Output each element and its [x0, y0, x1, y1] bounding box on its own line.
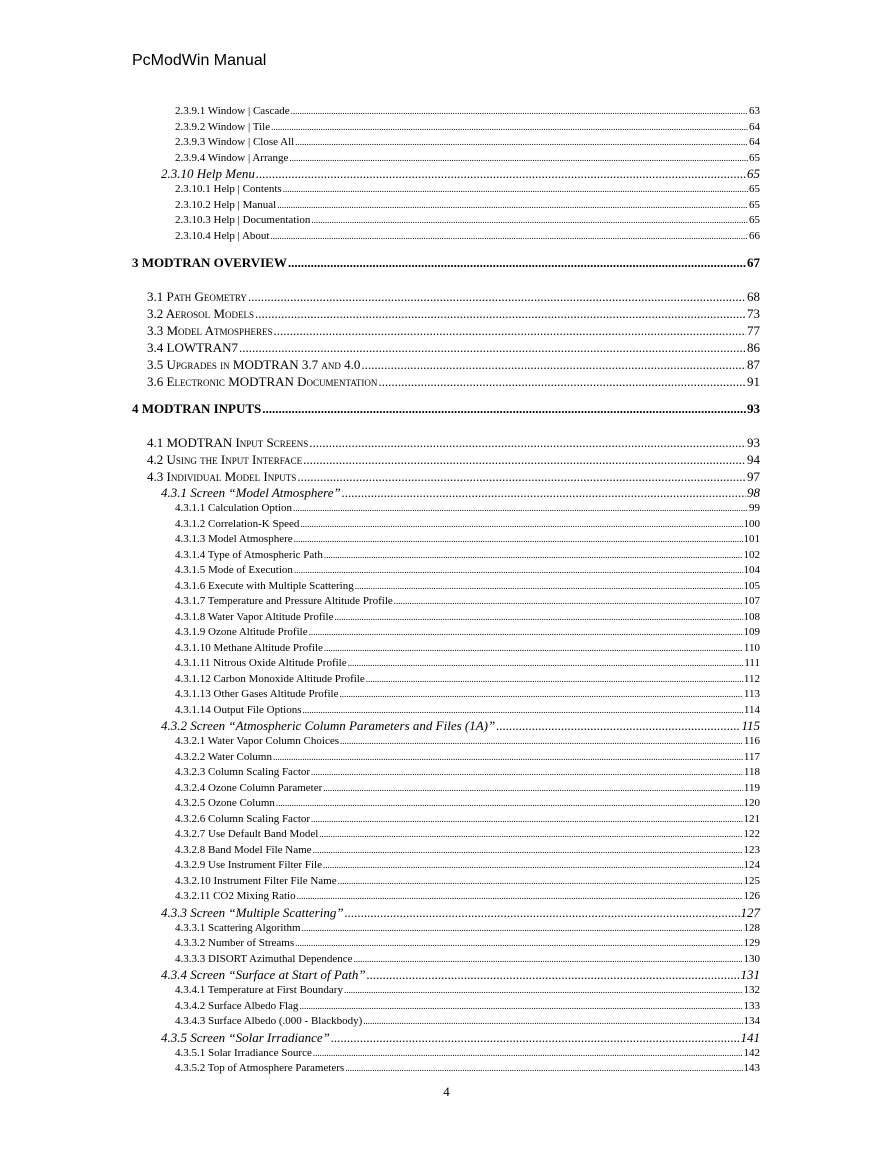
- toc-entry: [175, 517, 760, 532]
- toc-entry-page: 93: [747, 435, 760, 450]
- toc-entry: [147, 339, 760, 356]
- toc-leader-dots: [335, 610, 743, 625]
- toc-entry-title: 4.3.2.8 Band Model File Name: [175, 843, 312, 856]
- toc-entry-page: 101: [743, 533, 760, 545]
- toc-entry: [175, 734, 760, 749]
- toc-leader-dots: [270, 229, 748, 244]
- toc-entry: [175, 843, 760, 858]
- toc-entry: [175, 579, 760, 594]
- toc-entry-page: 121: [743, 812, 760, 825]
- toc-entry-page: 111: [744, 657, 760, 669]
- toc-entry-page: 87: [747, 357, 760, 372]
- toc-leader-dots: [311, 812, 742, 827]
- toc-leader-dots: [283, 182, 748, 197]
- toc-leader-dots: [273, 750, 743, 765]
- toc-entry-page: 117: [743, 750, 760, 763]
- toc-entry-page: 93: [747, 401, 760, 416]
- toc-entry: [175, 703, 760, 718]
- toc-entry-title: 3.3 Model Atmospheres: [147, 323, 273, 338]
- toc-leader-dots: [239, 339, 746, 356]
- toc-leader-dots: [277, 198, 748, 213]
- toc-leader-dots: [338, 874, 743, 889]
- toc-entry-page: 132: [743, 984, 760, 996]
- toc-entry-title: 4.3.5 Screen “Solar Irradiance”: [161, 1029, 330, 1045]
- toc-entry: [175, 952, 760, 967]
- toc-entry: [175, 812, 760, 827]
- toc-entry: [175, 672, 760, 687]
- toc-entry-title: 4.1 MODTRAN Input Screens: [147, 435, 309, 450]
- toc-entry-page: 63: [749, 105, 760, 117]
- toc-entry-title: 2.3.9.2 Window | Tile: [175, 120, 271, 133]
- toc-entry-title: 4.3.3.3 DISORT Azimuthal Dependence: [175, 952, 353, 965]
- toc-entry-title: 4.3.5.1 Solar Irradiance Source: [175, 1046, 312, 1059]
- toc-entry: [175, 858, 760, 873]
- toc-entry: [175, 229, 760, 244]
- toc-leader-dots: [302, 921, 743, 936]
- toc-leader-dots: [274, 322, 747, 339]
- toc-entry-title: 4.3 Individual Model Inputs: [147, 469, 297, 484]
- toc-entry-title: 4.3.2.11 CO2 Mixing Ratio: [175, 890, 296, 902]
- toc-entry: [175, 874, 760, 889]
- toc-leader-dots: [311, 765, 743, 780]
- toc-leader-dots: [295, 135, 748, 150]
- toc-entry: [175, 921, 760, 936]
- toc-entry: [147, 356, 760, 373]
- toc-entry-title: 3 MODTRAN OVERVIEW: [132, 255, 287, 270]
- toc-entry-page: 131: [740, 967, 760, 982]
- toc-entry-title: 4.3.1.14 Output File Options: [175, 703, 302, 716]
- toc-entry-title: 4.3.3 Screen “Multiple Scattering”: [161, 904, 344, 920]
- toc-entry-page: 94: [747, 452, 760, 467]
- toc-entry: [175, 827, 760, 842]
- toc-entry-title: 4.3.1.3 Model Atmosphere: [175, 533, 293, 545]
- toc-leader-dots: [354, 952, 743, 967]
- toc-entry-page: 65: [747, 166, 760, 181]
- toc-leader-dots: [367, 967, 740, 983]
- toc-entry-title: 4.3.5.2 Top of Atmosphere Parameters: [175, 1062, 345, 1074]
- toc-entry: [175, 501, 760, 516]
- toc-leader-dots: [366, 672, 743, 687]
- toc-entry-title: 3.2 Aerosol Models: [147, 306, 254, 321]
- toc-entry: [175, 999, 760, 1014]
- toc-entry-title: 4.3.1.2 Correlation-K Speed: [175, 517, 300, 530]
- toc-entry-page: 65: [749, 214, 760, 226]
- toc-entry-title: 4.3.2 Screen “Atmospheric Column Parameters and Files (1A)”: [161, 718, 496, 733]
- toc-entry-title: 4.3.2.2 Water Column: [175, 750, 272, 763]
- toc-entry-title: 2.3.10.1 Help | Contents: [175, 183, 282, 195]
- toc-leader-dots: [339, 687, 742, 702]
- toc-entry-title: 4.3.1.6 Execute with Multiple Scattering: [175, 579, 354, 592]
- toc-entry: [161, 718, 760, 734]
- toc-entry-title: 4.3.1.13 Other Gases Altitude Profile: [175, 688, 339, 700]
- toc-entry-page: 122: [743, 828, 760, 840]
- toc-leader-dots: [324, 548, 743, 563]
- toc-entry-title: 4.3.1.4 Type of Atmospheric Path: [175, 548, 323, 561]
- toc-leader-dots: [363, 1014, 742, 1029]
- toc-entry-page: 108: [743, 610, 760, 623]
- toc-entry-page: 98: [747, 485, 760, 500]
- toc-entry: [175, 594, 760, 609]
- toc-leader-dots: [361, 356, 746, 373]
- toc-entry: [175, 625, 760, 640]
- toc-entry-title: 2.3.10.4 Help | About: [175, 229, 270, 242]
- toc-leader-dots: [303, 451, 746, 468]
- toc-entry-page: 65: [749, 183, 760, 195]
- toc-leader-dots: [256, 166, 746, 182]
- toc-entry-page: 143: [743, 1062, 760, 1074]
- toc-entry: [175, 1046, 760, 1061]
- toc-entry-page: 65: [749, 151, 760, 164]
- toc-leader-dots: [288, 254, 746, 272]
- toc-entry-title: 2.3.9.1 Window | Cascade: [175, 105, 290, 117]
- toc-leader-dots: [340, 734, 743, 749]
- toc-entry-page: 100: [743, 517, 760, 530]
- toc-entry-title: 3.5 Upgrades in MODTRAN 3.7 and 4.0: [147, 357, 361, 372]
- toc-entry-title: 2.3.10.3 Help | Documentation: [175, 214, 311, 226]
- toc-entry: [175, 151, 760, 166]
- toc-entry: [175, 213, 760, 228]
- toc-entry-title: 4.3.2.7 Use Default Band Model: [175, 828, 319, 840]
- toc-entry-title: 2.3.10.2 Help | Manual: [175, 198, 277, 211]
- toc-entry-page: 128: [743, 921, 760, 934]
- toc-entry: [161, 1030, 760, 1046]
- toc-entry-title: 4.3.4.3 Surface Albedo (.000 - Blackbody): [175, 1015, 363, 1027]
- toc-entry-page: 66: [749, 229, 760, 242]
- toc-entry-page: 126: [743, 890, 760, 902]
- toc-leader-dots: [299, 999, 742, 1014]
- toc-entry-page: 127: [740, 904, 760, 920]
- toc-entry-page: 118: [743, 766, 760, 778]
- toc-leader-dots: [319, 827, 742, 842]
- toc-entry-title: 4.3.2.6 Column Scaling Factor: [175, 812, 311, 825]
- toc-entry-page: 123: [743, 843, 760, 856]
- toc-leader-dots: [255, 305, 746, 322]
- toc-entry-title: 4.3.2.5 Ozone Column: [175, 797, 275, 809]
- toc-leader-dots: [345, 1061, 742, 1076]
- toc-entry: [147, 305, 760, 322]
- toc-entry-title: 2.3.10 Help Menu: [161, 166, 255, 181]
- toc-entry: [175, 563, 760, 578]
- toc-entry: [175, 750, 760, 765]
- toc-entry-title: 4.3.3.1 Scattering Algorithm: [175, 921, 301, 934]
- toc-entry-title: 4.3.2.4 Ozone Column Parameter: [175, 781, 323, 794]
- toc-entry-page: 133: [743, 999, 760, 1012]
- toc-entry-title: 4.3.1.5 Mode of Execution: [175, 564, 293, 576]
- toc-entry-page: 134: [743, 1015, 760, 1027]
- toc-entry-page: 112: [743, 672, 760, 685]
- toc-leader-dots: [276, 796, 743, 811]
- toc-entry: [175, 781, 760, 796]
- toc-entry: [175, 765, 760, 780]
- toc-leader-dots: [248, 288, 746, 305]
- toc-entry: [175, 1061, 760, 1076]
- toc-entry: [175, 936, 760, 951]
- toc-entry: [147, 434, 760, 451]
- toc-entry-page: 114: [743, 703, 760, 716]
- toc-entry: [175, 548, 760, 563]
- toc-entry-page: 97: [747, 469, 760, 484]
- toc-leader-dots: [271, 120, 748, 135]
- toc-entry-title: 4.3.4 Screen “Surface at Start of Path”: [161, 967, 366, 982]
- toc-leader-dots: [394, 594, 743, 609]
- toc-entry: [147, 451, 760, 468]
- toc-entry: [175, 532, 760, 547]
- toc-leader-dots: [342, 485, 746, 501]
- toc-entry-page: 119: [743, 781, 760, 794]
- toc-leader-dots: [313, 843, 743, 858]
- toc-entry-title: 4.3.1 Screen “Model Atmosphere”: [161, 485, 341, 500]
- toc-entry: [147, 468, 760, 485]
- toc-entry-page: 102: [743, 548, 760, 561]
- toc-leader-dots: [323, 781, 743, 796]
- toc-entry-title: 4.3.2.10 Instrument Filter File Name: [175, 874, 337, 887]
- toc-entry-page: 125: [743, 874, 760, 887]
- toc-entry-title: 4 MODTRAN INPUTS: [132, 401, 262, 416]
- toc-leader-dots: [309, 434, 746, 451]
- toc-entry-title: 4.2 Using the Input Interface: [147, 452, 303, 467]
- toc-leader-dots: [355, 579, 743, 594]
- toc-entry-page: 105: [743, 579, 760, 592]
- toc-entry-page: 86: [747, 340, 760, 355]
- toc-entry-page: 120: [743, 797, 760, 809]
- toc-leader-dots: [345, 905, 740, 921]
- toc-entry: [132, 400, 760, 418]
- toc-entry-title: 4.3.1.1 Calculation Option: [175, 502, 293, 514]
- toc-leader-dots: [300, 517, 742, 532]
- toc-entry-page: 67: [747, 255, 760, 270]
- toc-entry: [175, 120, 760, 135]
- toc-entry-page: 64: [749, 136, 760, 148]
- toc-entry-title: 3.4 LOWTRAN7: [147, 340, 238, 355]
- toc-leader-dots: [309, 625, 743, 640]
- toc-entry: [175, 983, 760, 998]
- toc-entry-title: 4.3.4.2 Surface Albedo Flag: [175, 999, 299, 1012]
- toc-entry-page: 73: [747, 306, 760, 321]
- toc-leader-dots: [294, 563, 743, 578]
- toc-entry: [147, 373, 760, 390]
- toc-leader-dots: [311, 213, 748, 228]
- toc-entry-title: 2.3.9.3 Window | Close All: [175, 136, 295, 148]
- toc-entry-page: 107: [743, 595, 760, 607]
- toc-leader-dots: [289, 151, 748, 166]
- toc-entry: [175, 687, 760, 702]
- toc-entry-title: 2.3.9.4 Window | Arrange: [175, 151, 289, 164]
- toc-entry-title: 4.3.2.1 Water Vapor Column Choices: [175, 735, 339, 747]
- toc-entry: [175, 610, 760, 625]
- toc-entry-page: 130: [743, 952, 760, 965]
- toc-leader-dots: [297, 889, 743, 904]
- toc-leader-dots: [496, 718, 740, 734]
- toc-entry: [175, 104, 760, 119]
- toc-leader-dots: [295, 936, 742, 951]
- toc-leader-dots: [348, 656, 744, 671]
- toc-entry-title: 4.3.1.12 Carbon Monoxide Altitude Profile: [175, 672, 365, 685]
- toc-leader-dots: [344, 983, 743, 998]
- toc-entry-page: 109: [743, 626, 760, 638]
- toc-entry: [175, 1014, 760, 1029]
- toc-entry: [175, 641, 760, 656]
- toc-entry-page: 142: [743, 1046, 760, 1059]
- toc-leader-dots: [378, 373, 746, 390]
- toc-entry-title: 4.3.1.11 Nitrous Oxide Altitude Profile: [175, 657, 347, 669]
- toc-entry: [175, 796, 760, 811]
- toc-entry-title: 4.3.4.1 Temperature at First Boundary: [175, 984, 343, 996]
- toc-entry-page: 91: [747, 374, 760, 389]
- toc-entry: [161, 905, 760, 921]
- toc-entry-page: 110: [743, 641, 760, 654]
- toc-leader-dots: [294, 532, 743, 547]
- toc-entry-page: 68: [747, 289, 760, 304]
- toc-entry-page: 65: [749, 198, 760, 211]
- toc-entry-title: 4.3.2.9 Use Instrument Filter File: [175, 859, 322, 871]
- toc-entry: [147, 322, 760, 339]
- toc-entry: [132, 254, 760, 272]
- toc-entry: [175, 889, 760, 904]
- toc-entry: [175, 135, 760, 150]
- toc-entry: [161, 166, 760, 182]
- toc-entry: [175, 198, 760, 213]
- toc-entry-title: 4.3.1.9 Ozone Altitude Profile: [175, 626, 308, 638]
- toc-entry-page: 115: [741, 718, 760, 733]
- toc-leader-dots: [313, 1046, 743, 1061]
- toc-entry: [161, 485, 760, 501]
- toc-leader-dots: [331, 1030, 740, 1046]
- toc-entry-page: 113: [743, 688, 760, 700]
- toc-entry-title: 4.3.1.7 Temperature and Pressure Altitude Profile: [175, 595, 393, 607]
- toc-entry-page: 64: [749, 120, 760, 133]
- toc-entry-page: 141: [740, 1029, 760, 1045]
- toc-entry-title: 3.1 Path Geometry: [147, 289, 247, 304]
- toc-entry-title: 3.6 Electronic MODTRAN Documentation: [147, 374, 378, 389]
- toc-entry-page: 99: [749, 502, 760, 514]
- toc-entry-title: 4.3.2.3 Column Scaling Factor: [175, 766, 311, 778]
- toc-leader-dots: [324, 641, 743, 656]
- toc-leader-dots: [262, 400, 746, 418]
- page-header-title: PcModWin Manual: [132, 52, 267, 69]
- toc-entry: [147, 288, 760, 305]
- toc-entry-title: 4.3.3.2 Number of Streams: [175, 937, 295, 949]
- toc-entry-page: 104: [743, 564, 760, 576]
- toc-entry-page: 124: [743, 859, 760, 871]
- toc-entry-page: 77: [747, 323, 760, 338]
- toc-leader-dots: [293, 501, 748, 516]
- toc-leader-dots: [323, 858, 743, 873]
- toc-leader-dots: [291, 104, 748, 119]
- toc-entry: [175, 182, 760, 197]
- toc-entry-page: 116: [743, 735, 760, 747]
- toc-entry-page: 129: [743, 937, 760, 949]
- toc-leader-dots: [303, 703, 743, 718]
- toc-entry-title: 4.3.1.8 Water Vapor Altitude Profile: [175, 610, 334, 623]
- toc-entry: [161, 967, 760, 983]
- toc-entry: [175, 656, 760, 671]
- toc-leader-dots: [297, 468, 746, 485]
- page-number: 4: [443, 1084, 450, 1099]
- toc-entry-title: 4.3.1.10 Methane Altitude Profile: [175, 641, 323, 654]
